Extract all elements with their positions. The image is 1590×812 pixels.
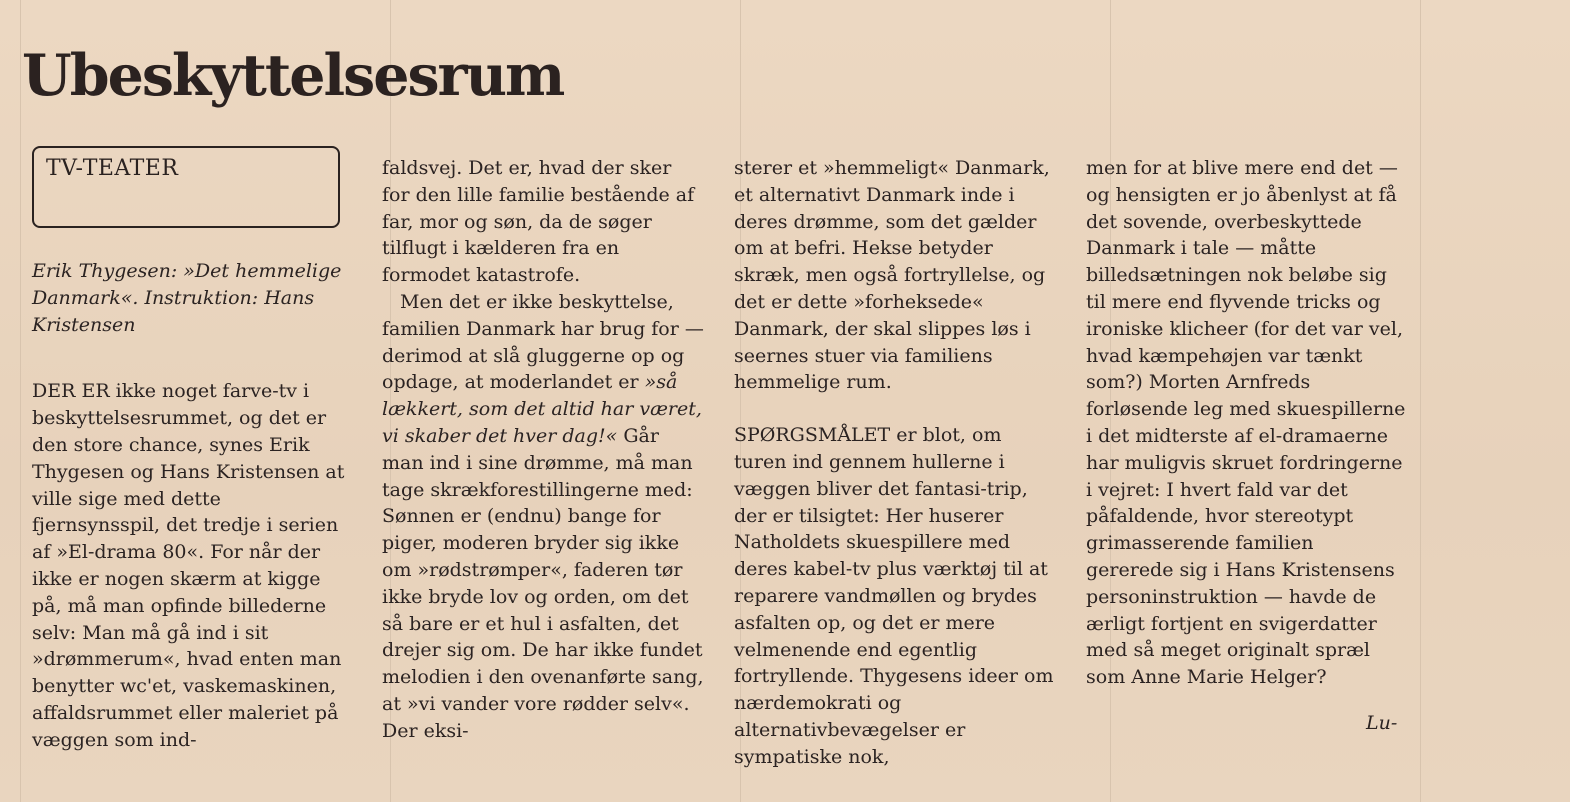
- body-paragraph: faldsvej. Det er, hvad der sker for den lille familie bestående af far, mor og søn, da de søger tilflugt i kælderen fra en formodet katastrofe.: [382, 157, 695, 287]
- article-column-1: [32, 258, 350, 754]
- bleed-through-rule: [1420, 0, 1421, 802]
- section-label: TV-TEATER: [46, 156, 179, 181]
- bleed-through-rule: [20, 0, 21, 802]
- song-quote: »så lækkert, som det altid har været, vi skaber det hver dag!«: [382, 371, 702, 447]
- article-column-4: [1086, 155, 1406, 691]
- author-signature: Lu-: [1366, 712, 1398, 734]
- body-paragraph: men for at blive mere end det — og hensigten er jo åbenlyst at få det sovende, overbeskyttede Danmark i tale — måtte billedsætningen nok beløbe sig til mere end flyvende tricks og ironiske klicheer (for det var vel, hvad kæmpehøjen var tænkt som?) Morten Arnfreds forløsende leg med skuespillerne i det midterste af el-dramaerne har muligvis skruet fordringerne i vejret: I hvert fald var det påfaldende, hvor stereotypt grimasserende familien gererede sig i Hans Kristensens personinstruktion — havde de ærligt fortjent en svigerdatter med så meget originalt spræl som Anne Marie Helger?: [1086, 157, 1406, 689]
- body-text: Men det er ikke beskyttelse, familien Danmark har brug for — derimod at slå gluggerne op og opdage, at moderlandet er: [382, 290, 704, 394]
- body-paragraph: SPØRGSMÅLET er blot, om turen ind gennem hullerne i væggen bliver det fantasi-trip, der er tilsigtet: Her huserer Natholdets skuespillere med deres kabel-tv plus værktøj til at reparere vandmøllen og brydes asfalten op, og det er mere velmenende end egentlig fortryllende. Thygesens ideer om nærdemokrati og alternativbevægelser er sympatiske nok,: [734, 424, 1054, 768]
- production-credits: Erik Thygesen: »Det hemmelige Danmark«. Instruktion: Hans Kristensen: [32, 260, 342, 336]
- article-column-2: [382, 155, 704, 745]
- article-column-3: [734, 155, 1054, 771]
- article-headline: Ubeskyttelsesrum: [22, 42, 564, 109]
- body-paragraph: DER ER ikke noget farve-tv i beskyttelsesrummet, og det er den store chance, synes Erik Thygesen og Hans Kristensen at ville sige med dette fjernsynsspil, det tredje i serien af »El-drama 80«. For når der ikke er nogen skærm at kigge på, må man opfinde billederne selv: Man må gå ind i sit »drømmerum«, hvad enten man benytter wc'et, vaskemaskinen, affaldsrummet eller maleriet på væggen som ind-: [32, 380, 345, 751]
- body-text: Går man ind i sine drømme, må man tage skrækforestillingerne med: Sønnen er (endnu) bange for piger, moderen bryder sig ikke om »rødstrømper«, faderen tør ikke bryde lov og orden, om det så bare er et hul i asfalten, det drejer sig om. De har ikke fundet melodien i den ovenanførte sang, at »vi vander vore rødder selv«. Der eksi-: [382, 424, 704, 742]
- section-label-box: [32, 146, 340, 228]
- body-paragraph: [382, 289, 704, 745]
- body-paragraph: sterer et »hemmeligt« Danmark, et alternativt Danmark inde i deres drømme, som det gælder om at befri. Hekse betyder skræk, men også fortryllelse, og det er dette »forheksede« Danmark, der skal slippes løs i seernes stuer via familiens hemmelige rum.: [734, 157, 1050, 394]
